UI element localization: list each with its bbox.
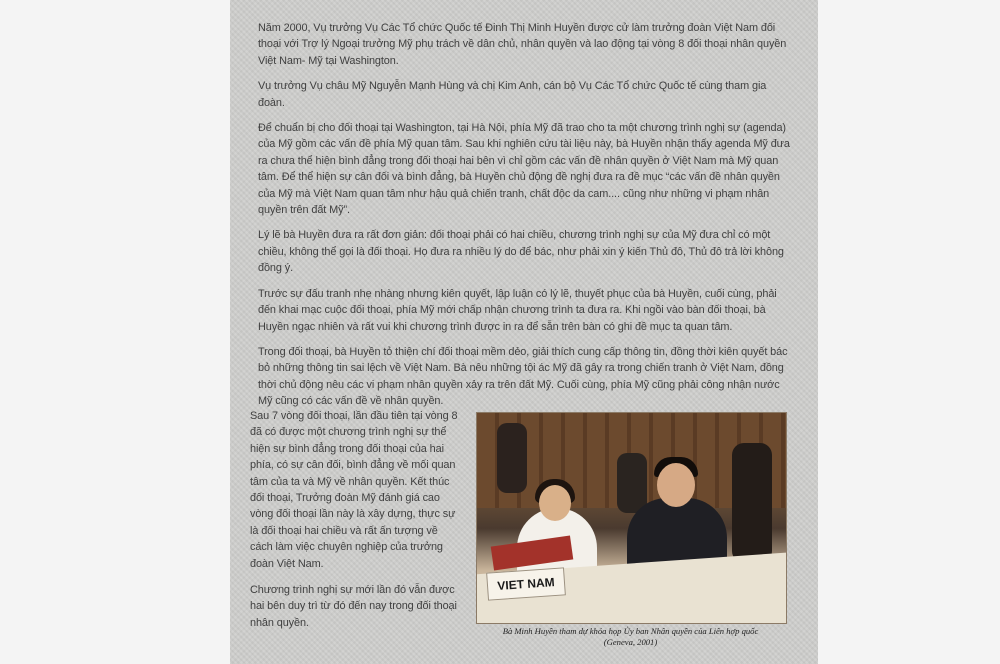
photo-caption-line-1: Bà Minh Huyền tham dự khóa họp Ủy ban Nhân quyền của Liên hợp quốc: [502, 626, 759, 636]
paragraph-2: Vụ trưởng Vụ châu Mỹ Nguyễn Mạnh Hùng và chị Kim Anh, cán bộ Vụ Các Tổ chức Quốc tế cùng tham gia đoàn.: [258, 80, 767, 109]
paragraph-3: Để chuẩn bị cho đối thoại tại Washington, tại Hà Nội, phía Mỹ đã trao cho ta một chương trình nghị sự (agenda) của Mỹ gồm các vấn đề phía Mỹ quan tâm. Sau khi nghiên cứu tài liệu này, bà Huyền nhận thấy agenda Mỹ đưa ra chưa thể hiện bình đẳng trong đối thoại hai bên vì chỉ gồm các vấn đề nhân quyền ở Việt Nam mà Mỹ quan tâm. Để thể hiện sự cân đối và bình đẳng, bà Huyền chủ động đề nghị đưa ra đề mục “các vấn đề nhân quyền của Mỹ mà Việt Nam quan tâm như hậu quả chiến tranh, chất độc da cam.... cũng như những vi phạm nhân quyền trên đất Mỹ”.: [258, 122, 790, 217]
photo-bg-person: [497, 423, 527, 493]
lower-column: [250, 408, 460, 641]
photo-bg-person: [617, 453, 647, 513]
paragraph-4: Lý lẽ bà Huyền đưa ra rất đơn giản: đối thoại phải có hai chiều, chương trình nghị sự của Mỹ đưa chỉ có một chiều, không thể gọi là đối thoại. Họ đưa ra nhiều lý do để bác, như phải xin ý kiến Thủ đô, Thủ đô trả lời không đồng ý.: [258, 229, 784, 275]
paragraph-6: Trong đối thoại, bà Huyền tỏ thiện chí đối thoại mềm dẻo, giải thích cung cấp thông tin, đồng thời kiên quyết bác bỏ những thông tin sai lệch về Việt Nam. Bà nêu những tội ác Mỹ đã gây ra trong chiến tranh ở Việt Nam, đồng thời chủ động nêu các vi phạm nhân quyền xảy ra trên đất Mỹ. Cuối cùng, phía Mỹ cũng phải công nhận nước Mỹ cũng có các vấn đề về nhân quyền.: [258, 345, 788, 408]
paragraph-7: Sau 7 vòng đối thoại, lần đầu tiên tại vòng 8 đã có được một chương trình nghị sự thể hiện sự bình đẳng trong đối thoại của hai phía, có sự cân đối, bình đẳng về mối quan tâm của ta và Mỹ về nhân quyền. Kết thúc đối thoại, Trưởng đoàn Mỹ đánh giá cao vòng đối thoại lần này là xây dựng, thực sự là đối thoại hai chiều và rất ấn tượng về cách làm việc chuyên nghiệp của trưởng đoàn Việt Nam.: [250, 410, 458, 570]
photo-bg-person: [732, 443, 772, 563]
document-page: [230, 0, 818, 664]
paragraph-5: Trước sự đấu tranh nhẹ nhàng nhưng kiên quyết, lập luận có lý lẽ, thuyết phục của bà Huyền, cuối cùng, phải đến khai mạc cuộc đối thoại, phía Mỹ mới chấp nhận chương trình ta đưa ra. Khi ngồi vào bàn đối thoại, bà Huyền ngạc nhiên và rất vui khi chương trình được in ra để sẵn trên bàn có ghi đề mục ta quan tâm.: [258, 287, 777, 333]
meeting-photo: [476, 412, 787, 624]
photo-caption: [476, 626, 785, 647]
photo-man-head: [657, 463, 695, 507]
paragraph-8: Chương trình nghị sự mới lần đó vẫn được hai bên duy trì từ đó đến nay trong đối thoại nhân quyền.: [250, 584, 457, 629]
photo-caption-line-2: (Geneva, 2001): [603, 636, 658, 647]
country-nameplate: VIET NAM: [486, 567, 566, 600]
photo-woman-head: [539, 485, 571, 521]
paragraph-1: Năm 2000, Vụ trưởng Vụ Các Tổ chức Quốc tế Đinh Thị Minh Huyền được cử làm trưởng đoàn Việt Nam đối thoại với Trợ lý Ngoại trưởng Mỹ phụ trách về dân chủ, nhân quyền và lao động tại vòng 8 đối thoại nhân quyền Việt Nam- Mỹ tại Washington.: [258, 22, 787, 67]
